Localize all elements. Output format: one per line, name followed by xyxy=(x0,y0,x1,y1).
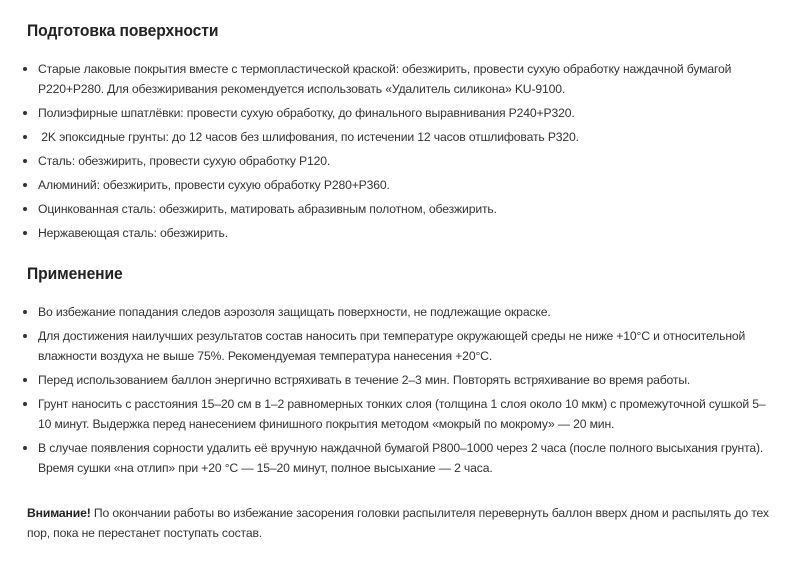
list-item: Для достижения наилучших результатов состав наносить при температуре окружающей среды не ниже +10°С и относительной влажности воздуха не выше 75%. Рекомендуемая температура нанесения +20°С. xyxy=(0,326,809,366)
section-title-application: Применение xyxy=(27,264,123,283)
list-item: В случае появления сорности удалить её вручную наждачной бумагой P800–1000 через 2 часа (после полного высыхания грунта). Время сушки «на отлип» при +20 °С — 15–20 минут, полное высыхание — 2 часа. xyxy=(0,438,809,478)
list-item: 2K эпоксидные грунты: до 12 часов без шлифования, по истечении 12 часов отшлифовать P320. xyxy=(0,127,809,147)
list-item: Грунт наносить с расстояния 15–20 см в 1–2 равномерных тонких слоя (толщина 1 слоя около 10 мкм) с промежуточной сушкой 5–10 минут. Выдержка перед нанесением финишного покрытия методом «мокрый по мокрому» — 20 мин. xyxy=(0,394,809,434)
list-item: Перед использованием баллон энергично встряхивать в течение 2–3 мин. Повторять встряхивание во время работы. xyxy=(0,370,809,390)
warning-note xyxy=(27,503,779,543)
list-item: Старые лаковые покрытия вместе с термопластической краской: обезжирить, провести сухую обработку наждачной бумагой P220+P280. Для обезжиривания рекомендуется использовать «Удалитель силикона» KU-9100. xyxy=(0,59,809,99)
list-item: Алюминий: обезжирить, провести сухую обработку P280+P360. xyxy=(0,175,809,195)
warning-label: Внимание! xyxy=(27,506,91,521)
preparation-list xyxy=(0,59,809,247)
list-item: Сталь: обезжирить, провести сухую обработку P120. xyxy=(0,151,809,171)
application-list xyxy=(0,302,809,482)
list-item: Нержавеющая сталь: обезжирить. xyxy=(0,223,809,243)
warning-text: По окончании работы во избежание засорения головки распылителя перевернуть баллон вверх дном и распылять до тех пор, пока не перестанет поступать состав. xyxy=(27,506,769,541)
list-item: Оцинкованная сталь: обезжирить, матировать абразивным полотном, обезжирить. xyxy=(0,199,809,219)
section-title-preparation: Подготовка поверхности xyxy=(27,21,219,40)
list-item: Полиэфирные шпатлёвки: провести сухую обработку, до финального выравнивания P240+P320. xyxy=(0,103,809,123)
list-item: Во избежание попадания следов аэрозоля защищать поверхности, не подлежащие окраске. xyxy=(0,302,809,322)
